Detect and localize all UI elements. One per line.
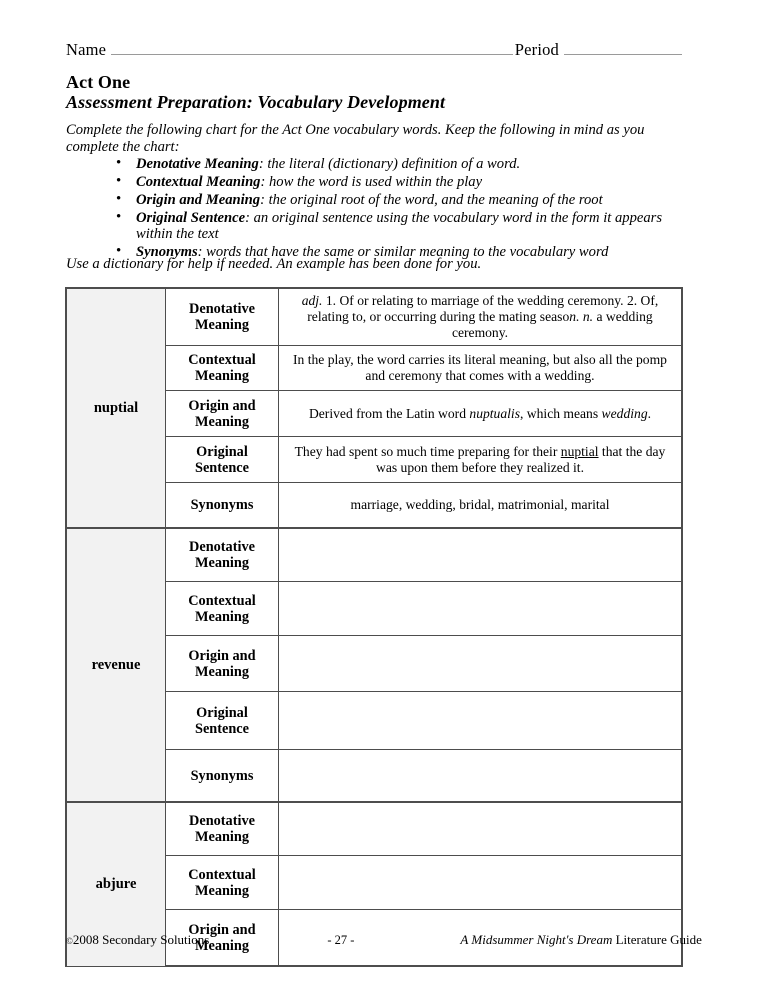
name-label: Name: [66, 40, 107, 59]
instruction-bullet-term: Denotative Meaning: [136, 156, 259, 173]
instruction-bullet-term: Contextual Meaning: [136, 173, 261, 190]
table-row: [66, 802, 682, 856]
field-label-sentence: Original Sentence: [166, 437, 279, 483]
instructions-intro: Complete the following chart for the Act One vocabulary words. Keep the following in mind as you complete the chart:: [66, 122, 645, 155]
bullet-dot-icon: •: [116, 208, 122, 225]
bullet-dot-icon: •: [116, 172, 122, 189]
vocabulary-word-cell: abjure: [66, 802, 166, 966]
instruction-bullet-term: Synonyms: [136, 244, 198, 261]
italic-text: wedding: [601, 405, 648, 421]
instruction-bullet-desc: : the literal (dictionary) definition of a word.: [258, 156, 521, 173]
field-label-origin: Origin and Meaning: [166, 636, 279, 692]
footer-copyright-text: 2008 Secondary Solutions: [72, 932, 210, 947]
field-label-denotative: Denotative Meaning: [166, 802, 279, 856]
italic-text: n.: [582, 309, 594, 324]
answer-cell-synonyms[interactable]: marriage, wedding, bridal, matrimonial, marital: [279, 483, 683, 529]
instruction-bullet: [114, 156, 688, 173]
field-label-sentence: Original Sentence: [166, 692, 279, 750]
period-blank-line[interactable]: [564, 41, 682, 55]
instructions-closing: Use a dictionary for help if needed. An example has been done for you.: [66, 256, 482, 272]
instruction-bullet-desc: : how the word is used within the play: [260, 173, 483, 190]
field-label-contextual: Contextual Meaning: [166, 346, 279, 391]
field-label-synonyms: Synonyms: [166, 483, 279, 529]
page-footer: [66, 932, 702, 948]
name-blank-line[interactable]: [111, 41, 513, 55]
answer-cell-sentence[interactable]: They had spent so much time preparing for their nuptial that the day was upon them before they realized it.: [279, 437, 683, 483]
page-subtitle: Assessment Preparation: Vocabulary Development: [66, 92, 446, 112]
field-label-contextual: Contextual Meaning: [166, 582, 279, 636]
footer-play-title: A Midsummer Night's Dream: [460, 932, 613, 947]
answer-cell-denotative[interactable]: [279, 528, 683, 582]
answer-cell-sentence[interactable]: [279, 692, 683, 750]
instruction-bullet-desc: : words that have the same or similar meaning to the vocabulary word: [197, 244, 609, 261]
field-label-origin: Origin and Meaning: [166, 391, 279, 437]
instruction-bullet: [114, 192, 688, 209]
instructions-block: [66, 122, 688, 262]
instruction-bullet-desc: : the original root of the word, and the meaning of the root: [260, 191, 603, 208]
copyright-symbol: ©: [66, 936, 73, 946]
answer-cell-origin[interactable]: Derived from the Latin word nuptualis, which means wedding.: [279, 391, 683, 437]
instruction-bullet: [114, 210, 688, 244]
period-label: Period: [514, 40, 559, 59]
instructions-bullet-list: [66, 156, 688, 261]
underlined-word: nuptial: [560, 443, 599, 459]
field-label-denotative: Denotative Meaning: [166, 528, 279, 582]
answer-cell-synonyms[interactable]: [279, 750, 683, 803]
field-label-denotative: Denotative Meaning: [166, 288, 279, 346]
page-number: - 27 -: [327, 933, 355, 947]
page-title-block: [66, 72, 686, 113]
answer-cell-contextual[interactable]: [279, 582, 683, 636]
instruction-bullet-term: Original Sentence: [136, 209, 246, 226]
footer-copyright: [66, 932, 209, 948]
table-row: [66, 288, 682, 346]
field-label-contextual: Contextual Meaning: [166, 856, 279, 910]
italic-text: nuptualis: [469, 405, 520, 421]
instruction-bullet-term: Origin and Meaning: [136, 191, 261, 208]
page-title: Act One: [66, 72, 131, 92]
instruction-bullet-desc: : an original sentence using the vocabulary word in the form it appears within the text: [136, 209, 663, 243]
italic-text: adj.: [301, 293, 323, 308]
footer-guide-title: [460, 932, 701, 948]
vocabulary-word-cell: revenue: [66, 528, 166, 802]
italic-text: n.: [569, 309, 580, 324]
vocabulary-word-cell: nuptial: [66, 288, 166, 528]
vocabulary-chart: [65, 287, 683, 967]
field-label-synonyms: Synonyms: [166, 750, 279, 803]
name-period-row: [66, 40, 684, 60]
bullet-dot-icon: •: [116, 190, 122, 207]
answer-cell-denotative[interactable]: [279, 802, 683, 856]
bullet-dot-icon: •: [116, 155, 122, 172]
table-row: [66, 528, 682, 582]
footer-guide-label: Literature Guide: [612, 932, 702, 947]
bullet-dot-icon: •: [116, 243, 122, 260]
field-label-origin: Origin and Meaning: [166, 910, 279, 967]
answer-cell-contextual[interactable]: In the play, the word carries its literal meaning, but also all the pomp and ceremony that comes with a wedding.: [279, 346, 683, 391]
answer-cell-origin[interactable]: [279, 636, 683, 692]
answer-cell-contextual[interactable]: [279, 856, 683, 910]
instruction-bullet: [114, 174, 688, 191]
answer-cell-denotative[interactable]: adj. 1. Of or relating to marriage of the wedding ceremony. 2. Of, relating to, or occurring during the mating season. n. a wedding ceremony.: [279, 288, 683, 346]
